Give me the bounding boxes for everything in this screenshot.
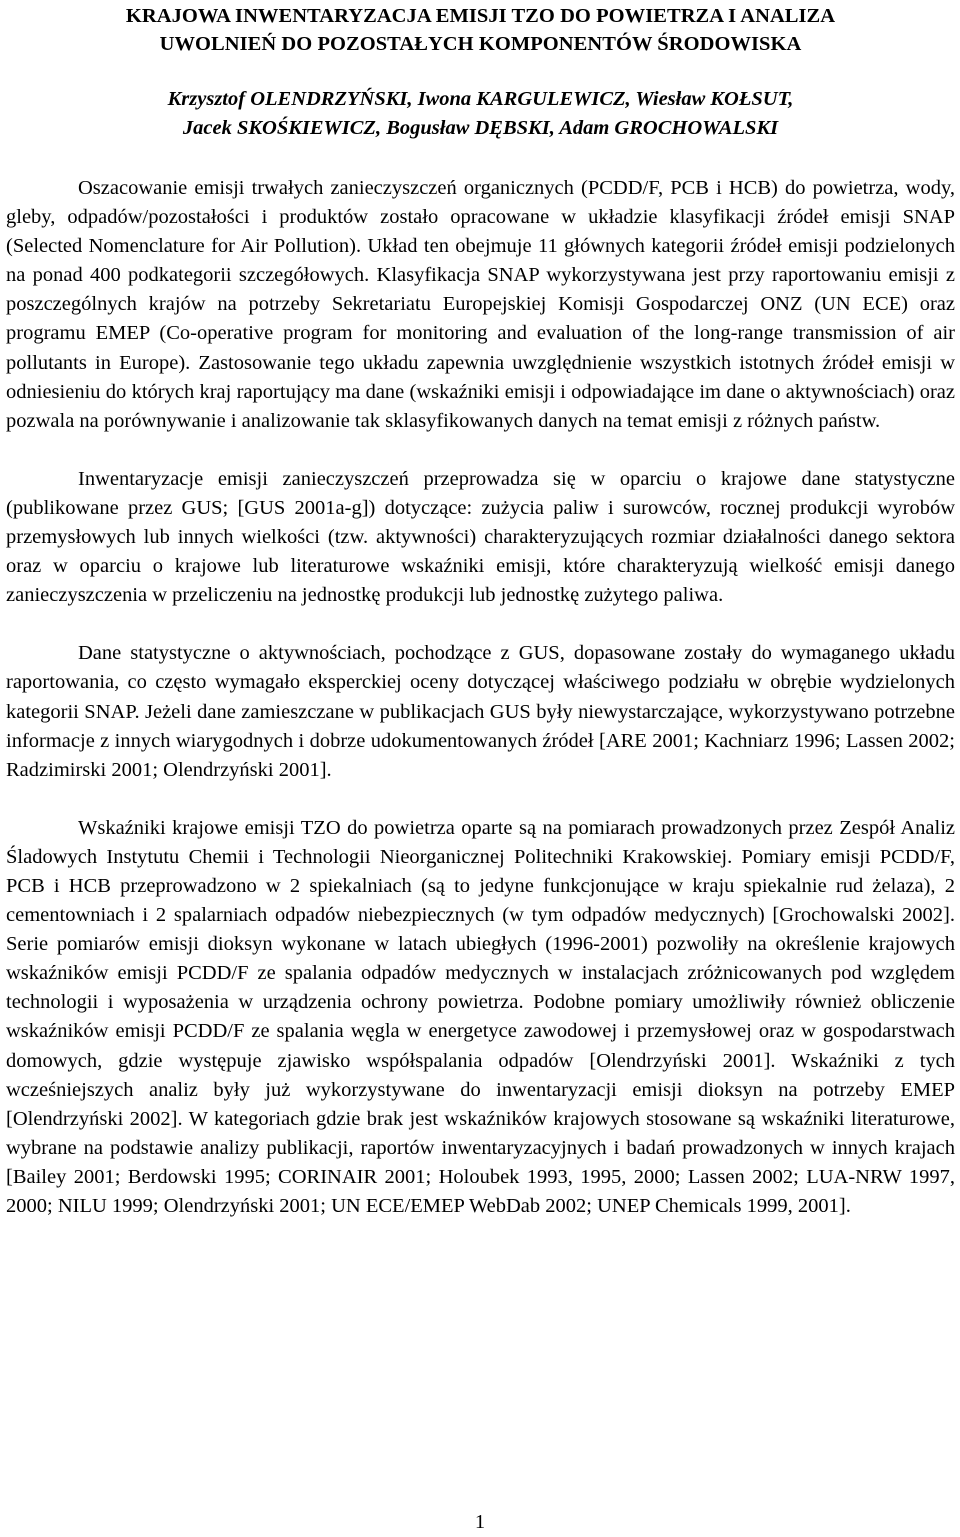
document-title [6,2,955,58]
page-number: 1 [474,1511,486,1533]
title-line-2: UWOLNIEŃ DO POZOSTAŁYCH KOMPONENTÓW ŚRODOWISKA [159,33,802,55]
body-paragraph-snap: Oszacowanie emisji trwałych zanieczyszczeń organicznych (PCDD/F, PCB i HCB) do powietrza, wody, gleby, odpadów/pozostałości i produktów zostało opracowane w układzie klasyfikacji źródeł emisji SNAP (Selected Nomenclature for Air Pollution). Układ ten obejmuje 11 głównych kategorii źródeł emisji podzielonych na ponad 400 podkategorii szczegółowych. Klasyfikacja SNAP wykorzystywana jest przy raportowaniu emisji z poszczególnych krajów na potrzeby Sekretariatu Europejskiej Komisji Gospodarczej ONZ (UN ECE) oraz programu EMEP (Co-operative program for monitoring and evaluation of the long-range transmission of air pollutants in Europe). Zastosowanie tego układu zapewnia uwzględnienie wszystkich istotnych źródeł emisji w odniesieniu do których kraj raportujący ma dane (wskaźniki emisji i odpowiadające im dane o aktywnościach) oraz pozwala na porównywanie i analizowanie tak sklasyfikowanych danych na temat emisji z różnych państw. [6,177,955,432]
title-line-1: KRAJOWA INWENTARYZACJA EMISJI TZO DO POWIETRZA I ANALIZA [125,5,836,27]
author-list [6,85,955,143]
body-paragraph-statistics: Dane statystyczne o aktywnościach, pochodzące z GUS, dopasowane zostały do wymaganego układu raportowania, co często wymagało eksperckiej oceny dotyczącej właściwego podziału w obrębie wydzielonych kategorii SNAP. Jeżeli dane zamieszczane w publikacjach GUS były niewystarczające, wykorzystywano potrzebne informacje z innych wiarygodnych i dobrze udokumentowanych źródeł [ARE 2001; Kachniarz 1996; Lassen 2002; Radzimirski 2001; Olendrzyński 2001]. [6,642,955,781]
body-paragraph-emission-factors: Wskaźniki krajowe emisji TZO do powietrza oparte są na pomiarach prowadzonych przez Zespół Analiz Śladowych Instytutu Chemii i Technologii Nieorganicznej Politechniki Krakowskiej. Pomiary emisji PCDD/F, PCB i HCB przeprowadzono w 2 spiekalniach (są to jedyne funkcjonujące w kraju spiekalnie rud żelaza), 2 cementowniach i 2 spalarniach odpadów niebezpiecznych (w tym odpadów medycznych) [Grochowalski 2002]. Serie pomiarów emisji dioksyn wykonane w latach ubiegłych (1996-2001) pozwoliły na określenie krajowych wskaźników emisji PCDD/F ze spalania odpadów medycznych w instalacjach zróżnicowanych pod względem technologii i wyposażenia w urządzenia ochrony powietrza. Podobne pomiary umożliwiły również obliczenie wskaźników emisji PCDD/F ze spalania węgla w energetyce zawodowej i przemysłowej oraz w gospodarstwach domowych, gdzie występuje zjawisko współspalania odpadów [Olendrzyński 2001]. Wskaźniki z tych wcześniejszych analiz były już wykorzystywane do inwentaryzacji emisji dioksyn na potrzeby EMEP [Olendrzyński 2002]. W kategoriach gdzie brak jest wskaźników krajowych stosowane są wskaźniki literaturowe, wybrane na podstawie analizy publikacji, raportów inwentaryzacyjnych i badań prowadzonych w innych krajach [Bailey 2001; Berdowski 1995; CORINAIR 2001; Holoubek 1993, 1995, 2000; Lassen 2002; LUA-NRW 1997, 2000; NILU 1999; Olendrzyński 2001; UN ECE/EMEP WebDab 2002; UNEP Chemicals 1999, 2001]. [6,816,955,1217]
document-page [6,0,955,1221]
body-paragraph-inventory: Inwentaryzacje emisji zanieczyszczeń przeprowadza się w oparciu o krajowe dane statystyczne (publikowane przez GUS; [GUS 2001a-g]) dotyczące: zużycia paliw i surowców, rocznej produkcji wyrobów przemysłowych lub innych wielkości (tzw. aktywności) charakteryzujących rozmiar działalności danego sektora oraz w oparciu o krajowe lub literaturowe wskaźniki emisji, które charakteryzują wielkość emisji danego zanieczyszczenia w przeliczeniu na jednostkę produkcji lub jednostkę zużytego paliwa. [6,467,955,607]
authors-line-1: Krzysztof OLENDRZYŃSKI, Iwona KARGULEWICZ, Wiesław KOŁSUT, [167,88,794,110]
authors-line-2: Jacek SKOŚKIEWICZ, Bogusław DĘBSKI, Adam GROCHOWALSKI [182,117,779,139]
